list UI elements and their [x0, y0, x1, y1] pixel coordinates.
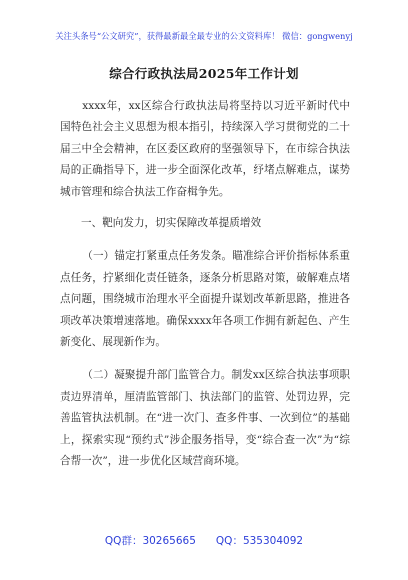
document-body [60, 96, 350, 473]
paragraph-2: （二）凝聚提升部门监管合力。制发xx区综合执法事项职责边界清单，厘清监管部门、执法部门的监管、处罚边界，完善监管执法机制。在“进一次门、查多件事、一次到位”的基础上，探索实现“预约式”涉企服务指导，变“综合查一次”为“综合帮一次”，进一步优化区域营商环境。 [60, 369, 350, 468]
paragraph-1: （一）锚定打紧重点任务发条。瞄准综合评价指标体系重点任务，拧紧细化责任链条，逐条分析思路对策，破解难点堵点问题，围绕城市治理水平全面提升谋划改革新思路，推进各项改革决策增速落地。确保xxxx年各项工作拥有新起色、产生新变化、展现新作为。 [60, 250, 350, 349]
header-note: 关注头条号“公文研究”，获得最新最全最专业的公文资料库！ 微信：gongwenyj [55, 31, 353, 41]
intro-paragraph: xxxx年，xx区综合行政执法局将坚持以习近平新时代中国特色社会主义思想为根本指引，持续深入学习贯彻党的二十届三中全会精神，在区委区政府的坚强领导下，在市综合执法局的正确指导下，进一步全面深化改革，纾堵点解难点，谋势城市管理和综合执法工作奋楫争先。 [60, 100, 350, 198]
section-heading: 一、靶向发力，切实保障改革提质增效 [81, 217, 262, 230]
footer-contact: QQ群：30265665 QQ：535304092 [104, 535, 304, 547]
document-title: 综合行政执法局2025年工作计划 [109, 66, 299, 81]
